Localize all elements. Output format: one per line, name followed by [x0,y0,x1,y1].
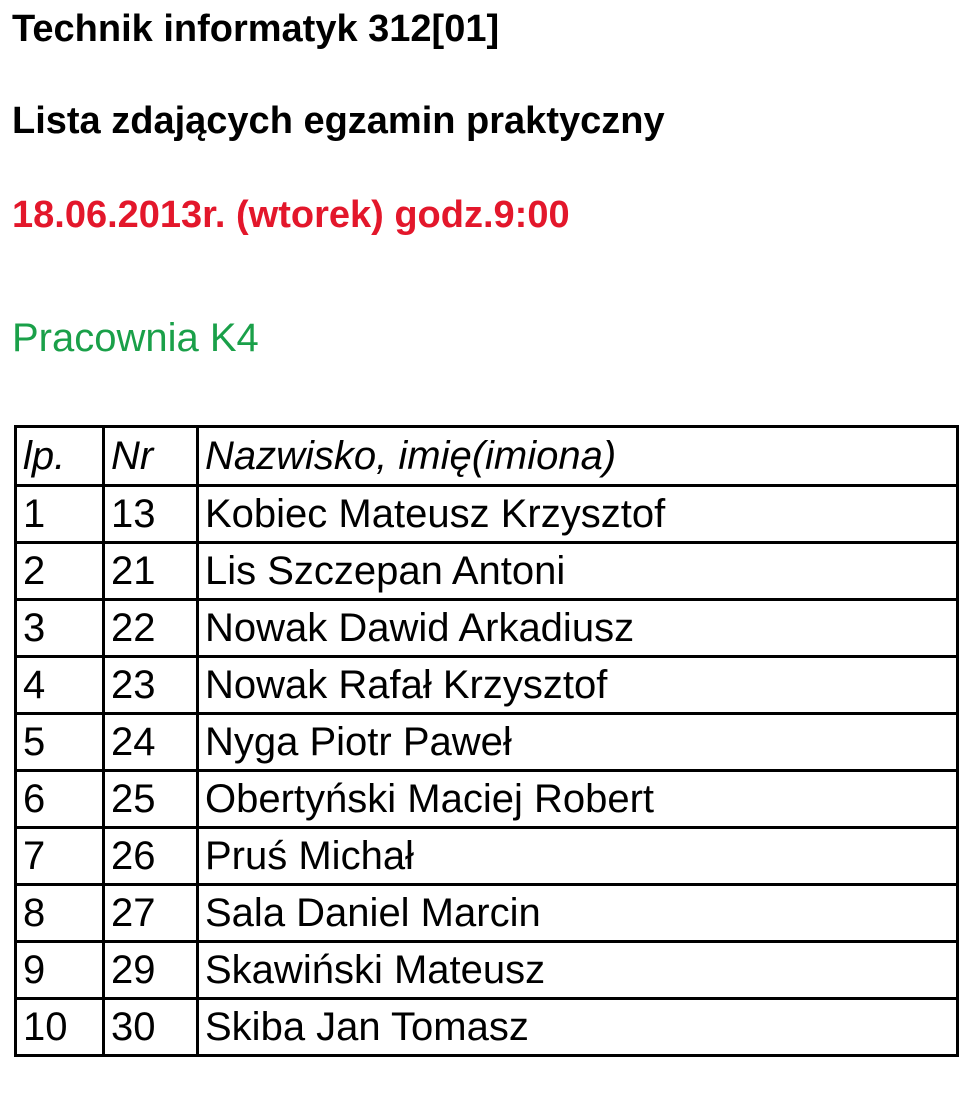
cell-name: Lis Szczepan Antoni [198,543,958,600]
table-row [16,486,958,543]
cell-nr: 13 [104,486,198,543]
cell-nr: 24 [104,714,198,771]
cell-nr: 30 [104,999,198,1056]
table-row [16,714,958,771]
column-header-lp: lp. [16,427,104,486]
students-table [14,425,959,1057]
exam-date: 18.06.2013r. (wtorek) godz.9:00 [12,194,570,236]
cell-name: Nowak Dawid Arkadiusz [198,600,958,657]
cell-lp: 1 [16,486,104,543]
table-header-row [16,427,958,486]
page-subtitle: Lista zdających egzamin praktyczny [12,100,665,142]
cell-name: Nyga Piotr Paweł [198,714,958,771]
cell-lp: 8 [16,885,104,942]
cell-lp: 7 [16,828,104,885]
table-row [16,543,958,600]
cell-name: Obertyński Maciej Robert [198,771,958,828]
column-header-name: Nazwisko, imię(imiona) [198,427,958,486]
cell-lp: 10 [16,999,104,1056]
table-row [16,942,958,999]
cell-lp: 6 [16,771,104,828]
cell-name: Sala Daniel Marcin [198,885,958,942]
cell-nr: 23 [104,657,198,714]
cell-nr: 26 [104,828,198,885]
table-row [16,600,958,657]
cell-nr: 25 [104,771,198,828]
cell-lp: 5 [16,714,104,771]
cell-lp: 3 [16,600,104,657]
cell-lp: 4 [16,657,104,714]
page-title: Technik informatyk 312[01] [12,8,500,50]
cell-name: Pruś Michał [198,828,958,885]
cell-lp: 2 [16,543,104,600]
column-header-nr: Nr [104,427,198,486]
table-row [16,885,958,942]
table-row [16,828,958,885]
cell-name: Skawiński Mateusz [198,942,958,999]
cell-nr: 21 [104,543,198,600]
room-label: Pracownia K4 [12,316,259,360]
cell-name: Nowak Rafał Krzysztof [198,657,958,714]
cell-name: Kobiec Mateusz Krzysztof [198,486,958,543]
cell-name: Skiba Jan Tomasz [198,999,958,1056]
table-row [16,771,958,828]
cell-nr: 27 [104,885,198,942]
table-row [16,657,958,714]
cell-nr: 29 [104,942,198,999]
cell-nr: 22 [104,600,198,657]
table-row [16,999,958,1056]
cell-lp: 9 [16,942,104,999]
